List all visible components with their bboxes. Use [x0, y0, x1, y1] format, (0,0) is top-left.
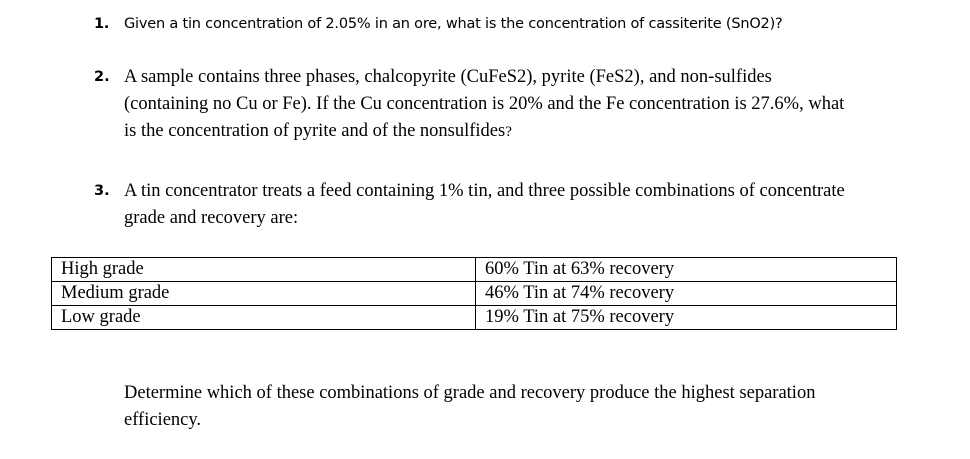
recovery-cell: 19% Tin at 75% recovery [476, 306, 897, 330]
recovery-cell: 60% Tin at 63% recovery [476, 258, 897, 282]
question-text: A sample contains three phases, chalcopyrite (CuFeS2), pyrite (FeS2), and non-sulfides (containing no Cu or Fe). If the Cu concentration is 20% and the Fe concentration is 27.6%, what is the concentration of pyrite and of the nonsulfides [124, 67, 845, 141]
question-number: 2. [94, 69, 110, 85]
question-body [124, 64, 854, 146]
question-number: 1. [94, 16, 110, 32]
question-2 [94, 64, 854, 146]
conclusion-text: Determine which of these combinations of grade and recovery produce the highest separation efficiency. [124, 383, 816, 430]
table-row [52, 282, 897, 306]
grade-cell: Medium grade [52, 282, 476, 306]
question-number: 3. [94, 183, 110, 199]
question-3 [94, 178, 854, 232]
question-text: Given a tin concentration of 2.05% in an ore, what is the concentration of cassiterite (SnO2)? [124, 16, 783, 32]
grade-cell: High grade [52, 258, 476, 282]
grade-cell: Low grade [52, 306, 476, 330]
question-mark: ? [505, 124, 512, 140]
question-text: A tin concentrator treats a feed containing 1% tin, and three possible combinations of concentrate grade and recovery are: [124, 181, 845, 228]
table-row [52, 258, 897, 282]
grade-recovery-table [51, 257, 897, 330]
table-row [52, 306, 897, 330]
recovery-cell: 46% Tin at 74% recovery [476, 282, 897, 306]
question-1 [94, 12, 783, 36]
